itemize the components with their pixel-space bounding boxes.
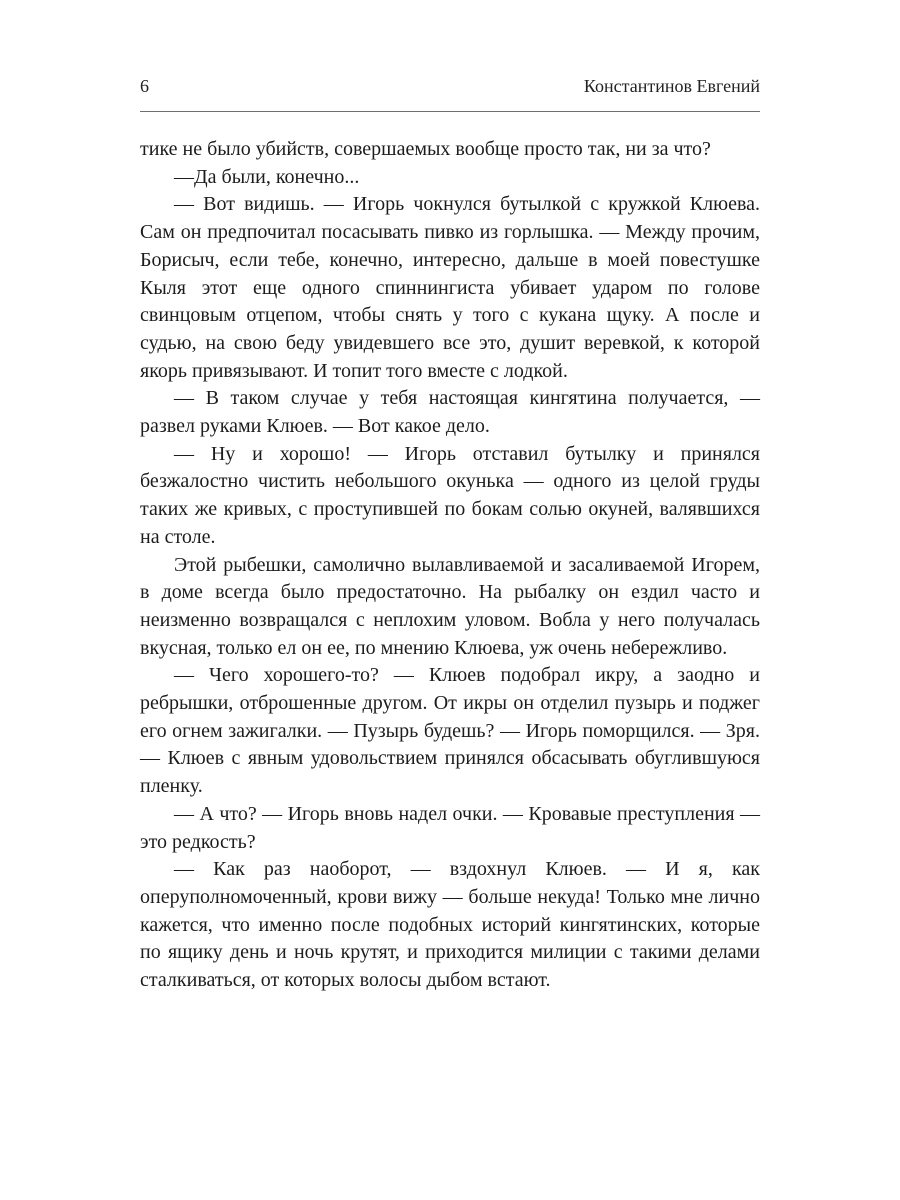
paragraph: — Ну и хорошо! — Игорь отставил бутылку и принялся безжалостно чистить небольшого окунька — одного из целой груды таких же кривых, с проступившей по бокам солью окуней, валявшихся на столе.	[140, 442, 760, 548]
page-header	[140, 76, 760, 97]
header-rule	[140, 111, 760, 112]
paragraph: тике не было убийств, совершаемых вообще просто так, ни за что?	[140, 138, 711, 160]
paragraph: —Да были, конечно...	[174, 165, 360, 188]
running-head-author: Константинов Евгений	[583, 76, 760, 96]
paragraph: — Вот видишь. — Игорь чокнулся бутылкой с кружкой Клюева. Сам он предпочитал посасывать пивко из горлышка. — Между прочим, Борисыч, если тебе, конечно, интересно, дальше в моей повестушке Кыля этот еще одного спиннингиста убивает ударом по голове свинцовым отцепом, чтобы снять у того с кукана щуку. А после и судью, на свою беду увидевшего все это, душит веревкой, к которой якорь привязывают. И топит того вместе с лодкой.	[140, 193, 760, 382]
paragraph: Этой рыбешки, самолично вылавливаемой и засаливаемой Игорем, в доме всегда было предостаточно. На рыбалку он ездил часто и неизменно возвращался с неплохим уловом. Вобла у него получалась вкусная, только ел он ее, по мнению Клюева, уж очень небережливо.	[140, 553, 760, 659]
paragraph: — Как раз наоборот, — вздохнул Клюев. — И я, как оперуполномоченный, крови вижу — больше некуда! Только мне лично кажется, что именно после подобных историй кингятинских, которые по ящику день и ночь крутят, и приходится милиции с такими делами сталкиваться, от которых волосы дыбом встают.	[140, 858, 760, 992]
paragraph: — А что? — Игорь вновь надел очки. — Кровавые преступления — это редкость?	[140, 802, 760, 853]
page-body	[140, 136, 760, 995]
paragraph: — В таком случае у тебя настоящая кингятина получается, — развел руками Клюев. — Вот какое дело.	[140, 387, 760, 438]
page-number: 6	[140, 76, 149, 96]
paragraph: — Чего хорошего-то? — Клюев подобрал икру, а заодно и ребрышки, отброшенные другом. От икры он отделил пузырь и поджег его огнем зажигалки. — Пузырь будешь? — Игорь поморщился. — Зря. — Клюев с явным удовольствием принялся обсасывать обуглившуюся пленку.	[140, 664, 760, 798]
